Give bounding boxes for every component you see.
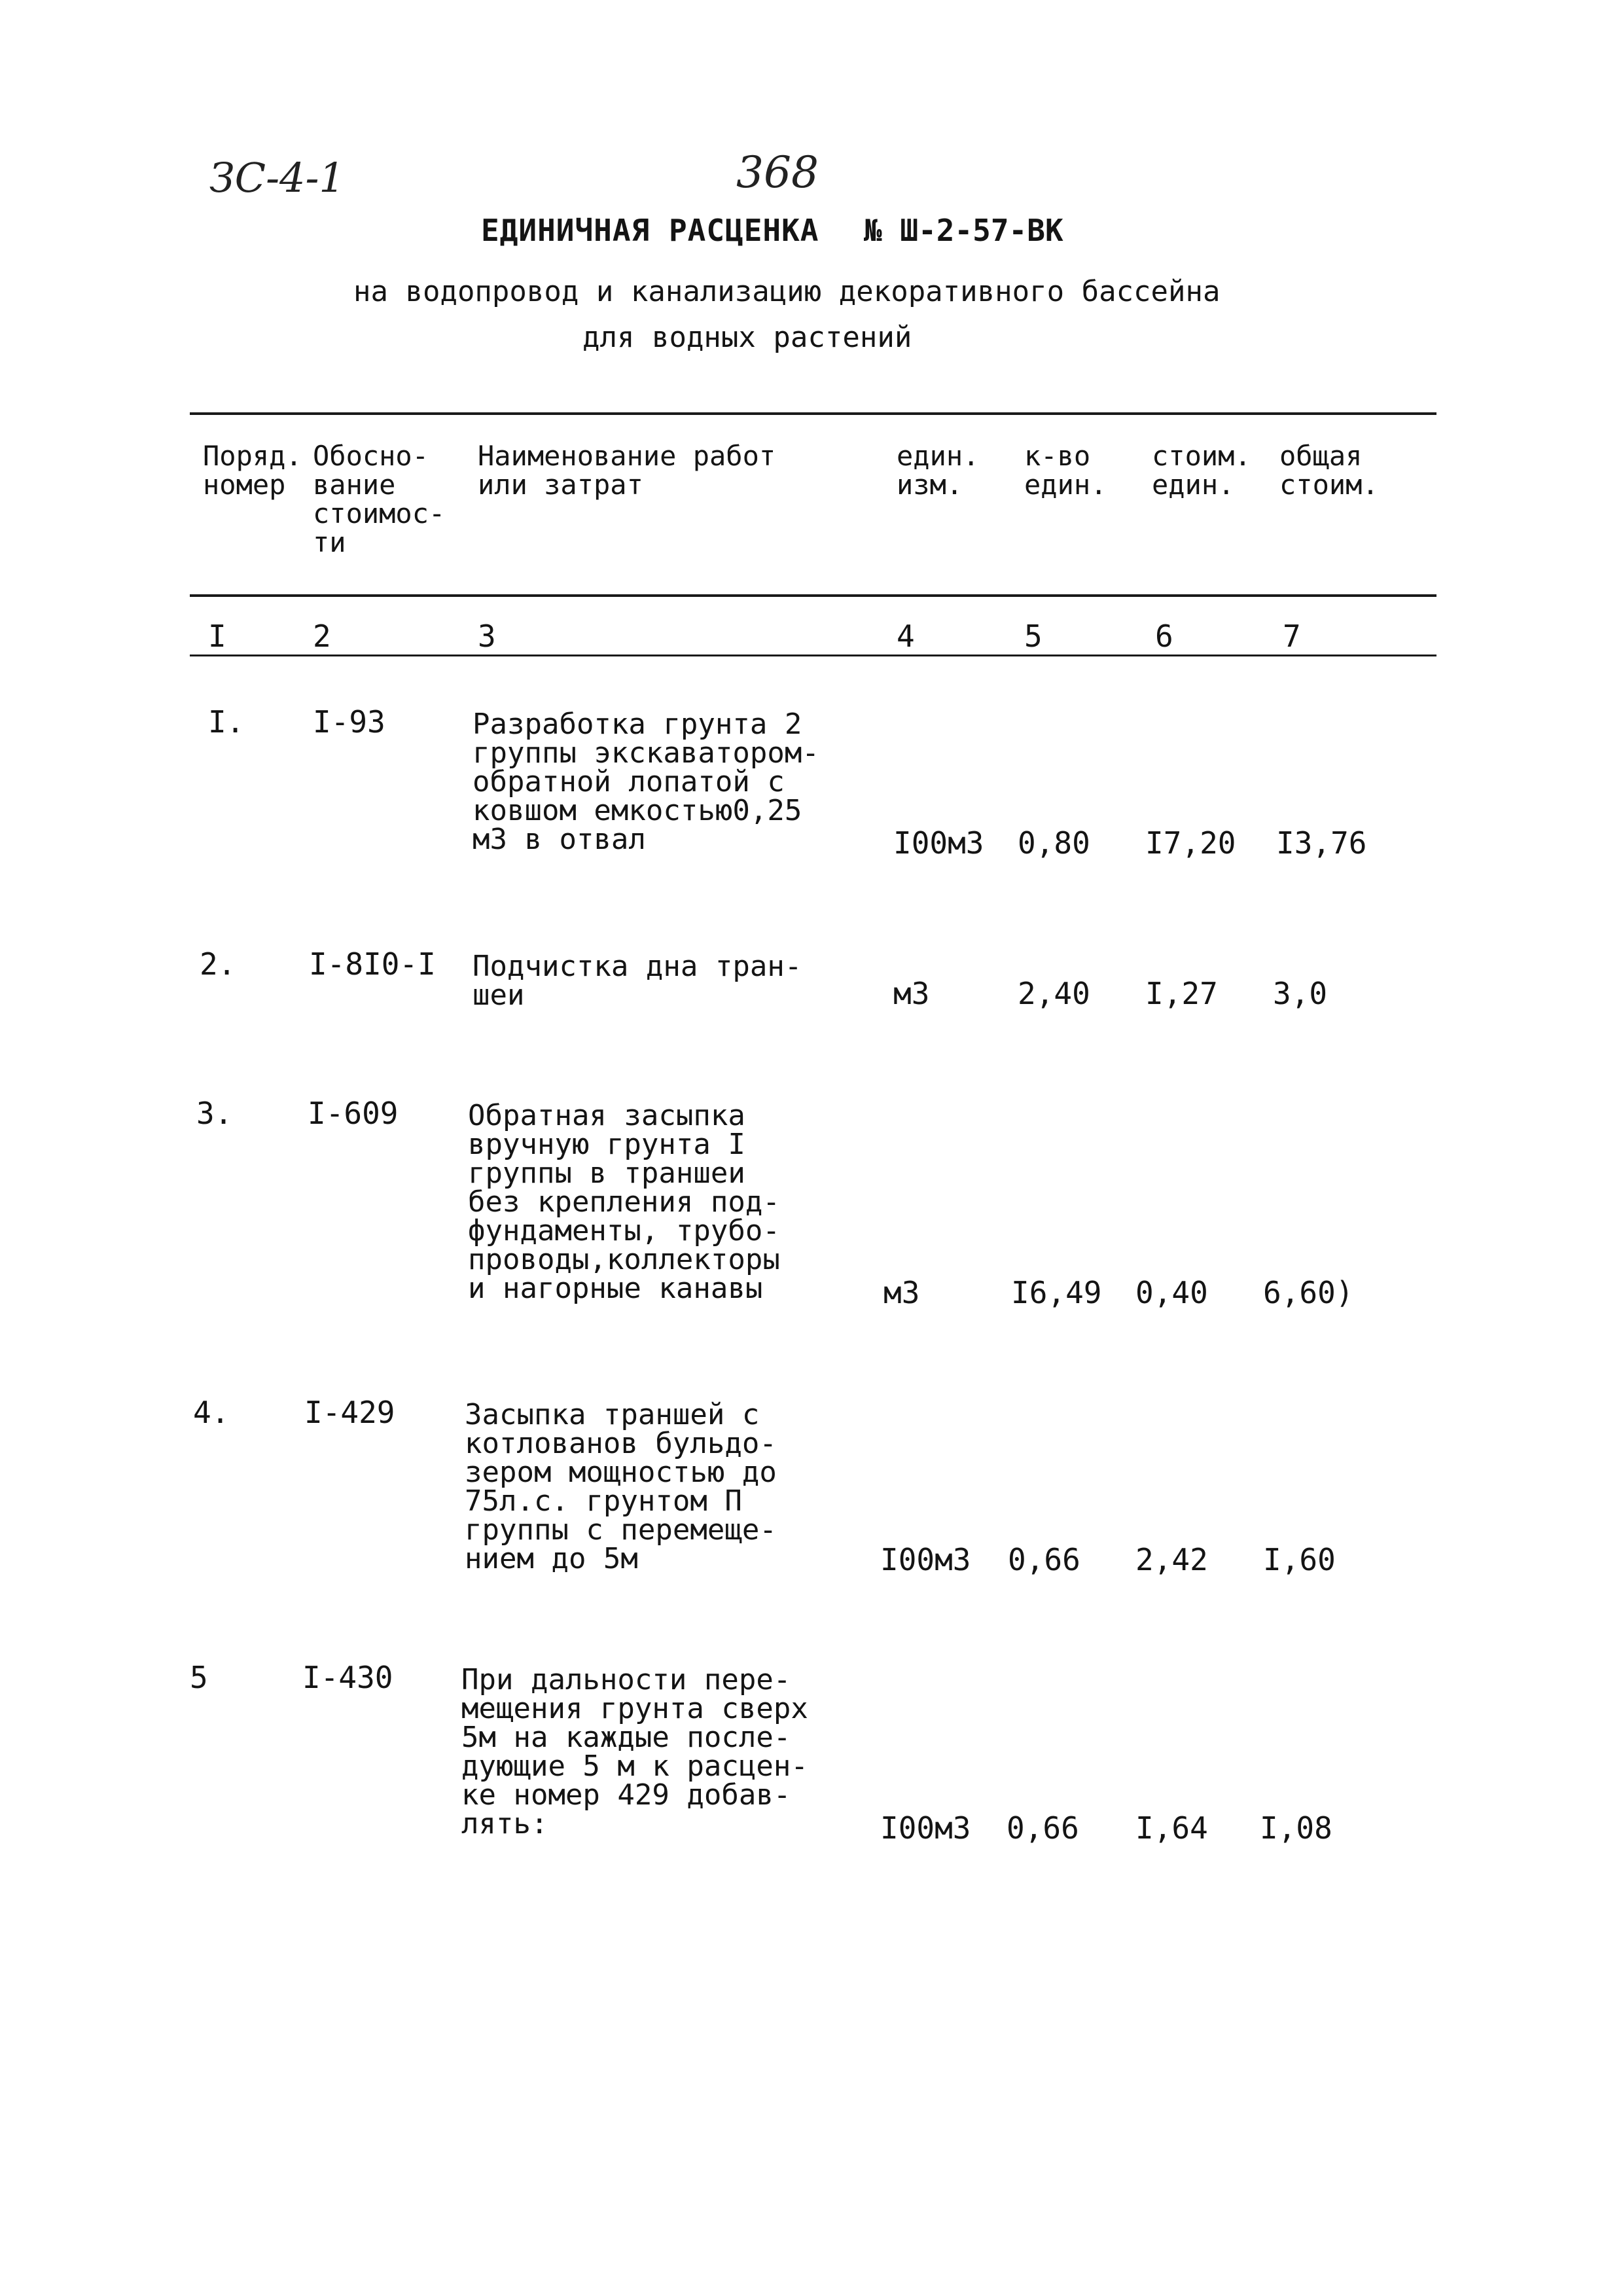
header-justification: Обосно- вание стоимос- ти: [313, 440, 446, 558]
header-unit: един. изм.: [897, 440, 980, 501]
header-bottom-rule: [190, 594, 1436, 597]
row-unit: I00м3: [880, 1542, 971, 1577]
column-number: 6: [1155, 619, 1173, 654]
subtitle-line-2: для водных растений: [582, 321, 912, 354]
subtitle-line-1: на водопровод и канализацию декоративного бассейна: [353, 275, 1221, 308]
row-total-cost: I3,76: [1276, 825, 1367, 861]
column-number: I: [208, 619, 226, 654]
row-unit: I00м3: [893, 825, 984, 861]
row-number: 3.: [196, 1096, 233, 1131]
row-code: I-8I0-I: [309, 946, 436, 982]
row-unit: I00м3: [880, 1810, 971, 1846]
row-total-cost: 3,0: [1273, 976, 1328, 1011]
header-unit-cost: стоим. един.: [1152, 440, 1251, 501]
document-number: № Ш-2-57-ВК: [864, 213, 1063, 248]
row-work-name: Подчистка дна тран- шеи: [473, 950, 802, 1012]
column-number: 7: [1283, 619, 1301, 654]
column-number: 4: [897, 619, 915, 654]
row-number: 4.: [193, 1395, 230, 1430]
header-order-number: Поряд. номер: [203, 440, 302, 501]
row-code: I-429: [304, 1395, 395, 1430]
row-number: 5: [190, 1660, 208, 1695]
corner-mark: ЗС-4-1: [209, 154, 345, 202]
row-unit-cost: I7,20: [1145, 825, 1236, 861]
header-work-name: Наименование работ или затрат: [478, 440, 776, 501]
column-number: 5: [1024, 619, 1043, 654]
row-unit: м3: [893, 976, 930, 1011]
row-work-name: Засыпка траншей с котлованов бульдо- зером мощностью до 75л.с. грунтом П группы с перемеще- нием до 5м: [465, 1398, 777, 1575]
row-quantity: 0,66: [1008, 1542, 1080, 1577]
row-quantity: 2,40: [1018, 976, 1090, 1011]
column-number: 3: [478, 619, 496, 654]
row-quantity: 0,66: [1007, 1810, 1079, 1846]
header-total-cost: общая стоим.: [1279, 440, 1379, 501]
row-total-cost: 6,60): [1263, 1275, 1354, 1310]
row-total-cost: I,08: [1260, 1810, 1332, 1846]
row-code: I-93: [313, 704, 385, 740]
row-code: I-609: [308, 1096, 399, 1131]
row-code: I-430: [302, 1660, 393, 1695]
row-unit: м3: [883, 1275, 920, 1310]
row-quantity: I6,49: [1011, 1275, 1102, 1310]
page-number: 368: [736, 147, 819, 198]
column-number: 2: [313, 619, 331, 654]
row-work-name: При дальности пере- мещения грунта сверх 5м на каждые после- дующие 5 м к расцен- ке номер 429 добав- лять:: [461, 1663, 808, 1840]
row-total-cost: I,60: [1263, 1542, 1336, 1577]
row-work-name: Обратная засыпка вручную грунта I группы в траншеи без крепления под- фундаменты, трубо- проводы,коллекторы и нагорные канавы: [468, 1099, 780, 1305]
row-work-name: Разработка грунта 2 группы экскаватором- обратной лопатой с ковшом емкостью0,25 м3 в отвал: [473, 708, 819, 856]
column-numbers-rule: [190, 655, 1436, 656]
row-number: 2.: [200, 946, 236, 982]
row-quantity: 0,80: [1018, 825, 1090, 861]
row-unit-cost: 2,42: [1135, 1542, 1208, 1577]
table-top-rule: [190, 412, 1436, 415]
row-unit-cost: 0,40: [1135, 1275, 1208, 1310]
row-unit-cost: I,27: [1145, 976, 1218, 1011]
row-unit-cost: I,64: [1135, 1810, 1208, 1846]
header-quantity: к-во един.: [1024, 440, 1107, 501]
document-title: ЕДИНИЧНАЯ РАСЦЕНКА: [481, 213, 819, 248]
row-number: I.: [208, 704, 245, 740]
